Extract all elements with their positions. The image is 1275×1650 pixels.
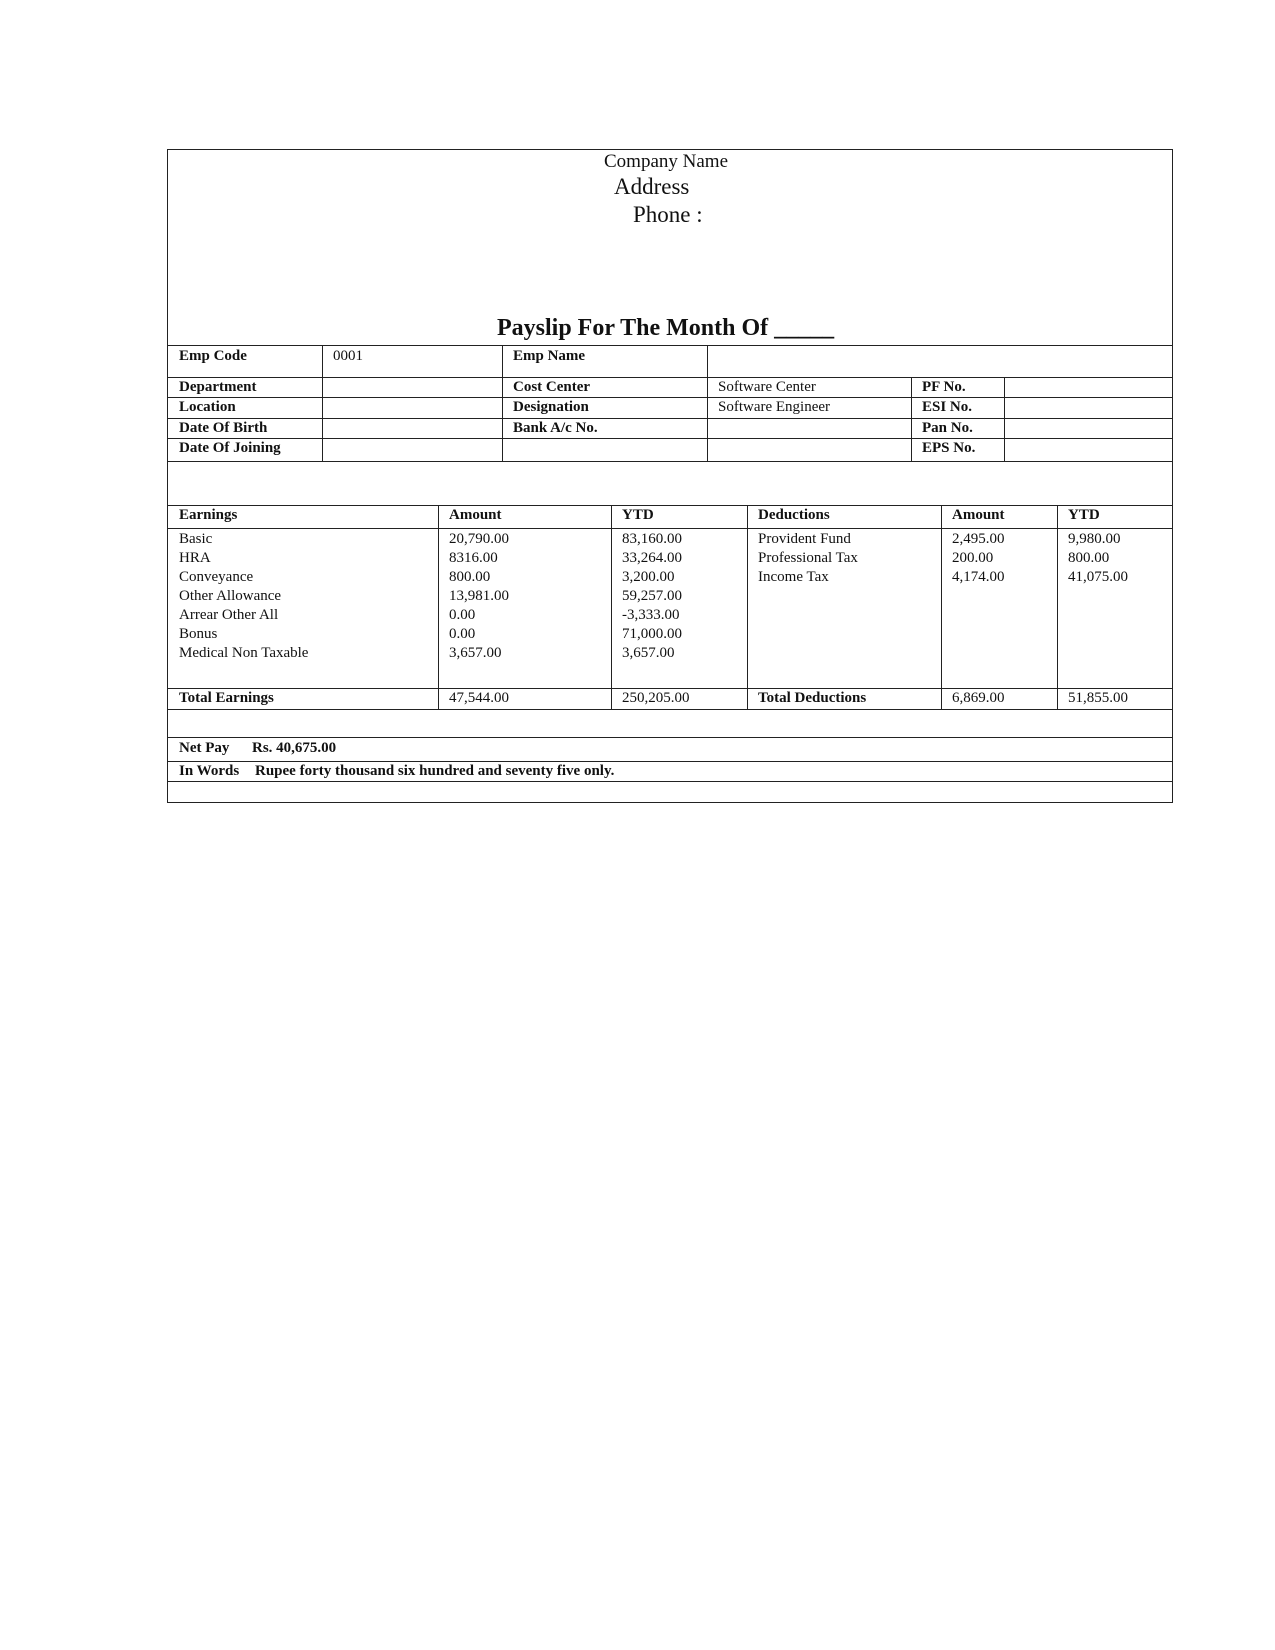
divider: [707, 345, 708, 461]
designation-value: Software Engineer: [718, 399, 831, 415]
earnings-ytd-header: YTD: [622, 507, 654, 523]
list-item: HRA: [179, 550, 211, 566]
total-earnings-amount: 47,544.00: [449, 690, 509, 706]
list-item: Professional Tax: [758, 550, 858, 566]
net-pay-label: Net Pay: [179, 740, 230, 756]
payslip-title: Payslip For The Month Of _____: [497, 315, 835, 341]
divider: [911, 377, 912, 461]
deductions-names-column: [758, 530, 858, 587]
list-item: Income Tax: [758, 569, 829, 585]
in-words-label: In Words: [179, 763, 240, 779]
list-item: 59,257.00: [622, 588, 682, 604]
divider: [168, 345, 1172, 346]
eps-number-label: EPS No.: [922, 440, 976, 456]
list-item: 0.00: [449, 626, 476, 642]
deductions-ytd-column: [1068, 530, 1128, 587]
list-item: 0.00: [449, 607, 476, 623]
list-item: 33,264.00: [622, 550, 682, 566]
divider: [1057, 505, 1058, 709]
divider: [168, 761, 1172, 762]
list-item: Arrear Other All: [179, 607, 279, 623]
esi-number-label: ESI No.: [922, 399, 973, 415]
location-label: Location: [179, 399, 236, 415]
list-item: -3,333.00: [622, 607, 680, 623]
list-item: 4,174.00: [952, 569, 1005, 585]
divider: [168, 377, 1172, 378]
company-phone: Phone :: [633, 202, 703, 227]
earnings-names-column: [179, 530, 308, 663]
company-address: Address: [614, 174, 690, 199]
list-item: Medical Non Taxable: [179, 645, 309, 661]
list-item: Basic: [179, 531, 213, 547]
list-item: 3,200.00: [622, 569, 675, 585]
earnings-amount-column: [449, 530, 509, 663]
pf-number-label: PF No.: [922, 379, 966, 395]
company-name: Company Name: [604, 151, 729, 172]
deductions-header: Deductions: [758, 507, 830, 523]
divider: [941, 505, 942, 709]
doj-label: Date Of Joining: [179, 440, 281, 456]
list-item: 13,981.00: [449, 588, 509, 604]
list-item: Bonus: [179, 626, 218, 642]
cost-center-label: Cost Center: [513, 379, 591, 395]
divider: [502, 345, 503, 461]
pan-number-label: Pan No.: [922, 420, 973, 436]
list-item: 8316.00: [449, 550, 498, 566]
list-item: Provident Fund: [758, 531, 851, 547]
total-earnings-label: Total Earnings: [179, 690, 274, 706]
earnings-header: Earnings: [179, 507, 238, 523]
divider: [168, 709, 1172, 710]
divider: [168, 397, 1172, 398]
earnings-ytd-column: [622, 530, 682, 663]
list-item: 3,657.00: [449, 645, 502, 661]
list-item: 800.00: [449, 569, 491, 585]
divider: [168, 438, 1172, 439]
earnings-amount-header: Amount: [449, 507, 502, 523]
emp-code-value: 0001: [333, 348, 363, 364]
list-item: 83,160.00: [622, 531, 682, 547]
list-item: Other Allowance: [179, 588, 282, 604]
list-item: 71,000.00: [622, 626, 682, 642]
payslip: [167, 149, 1173, 803]
total-deductions-label: Total Deductions: [758, 690, 867, 706]
bank-account-label: Bank A/c No.: [513, 420, 598, 436]
deductions-amount-column: [952, 530, 1005, 587]
divider: [168, 528, 1172, 529]
department-label: Department: [179, 379, 257, 395]
list-item: 20,790.00: [449, 531, 509, 547]
total-deductions-ytd: 51,855.00: [1068, 690, 1128, 706]
list-item: Conveyance: [179, 569, 254, 585]
total-deductions-amount: 6,869.00: [952, 690, 1005, 706]
divider: [168, 781, 1172, 782]
divider: [1004, 377, 1005, 461]
divider: [168, 688, 1172, 689]
total-earnings-ytd: 250,205.00: [622, 690, 690, 706]
divider: [322, 345, 323, 461]
list-item: 800.00: [1068, 550, 1110, 566]
list-item: 41,075.00: [1068, 569, 1128, 585]
divider: [747, 505, 748, 709]
emp-code-label: Emp Code: [179, 348, 247, 364]
designation-label: Designation: [513, 399, 589, 415]
dob-label: Date Of Birth: [179, 420, 268, 436]
cost-center-value: Software Center: [718, 379, 816, 395]
list-item: 2,495.00: [952, 531, 1005, 547]
list-item: 9,980.00: [1068, 531, 1121, 547]
divider: [168, 505, 1172, 506]
in-words-value: Rupee forty thousand six hundred and seventy five only.: [255, 763, 615, 779]
deductions-ytd-header: YTD: [1068, 507, 1100, 523]
divider: [611, 505, 612, 709]
deductions-amount-header: Amount: [952, 507, 1005, 523]
divider: [168, 418, 1172, 419]
list-item: 3,657.00: [622, 645, 675, 661]
emp-name-label: Emp Name: [513, 348, 586, 364]
divider: [438, 505, 439, 709]
divider: [168, 461, 1172, 462]
divider: [168, 737, 1172, 738]
net-pay-value: Rs. 40,675.00: [252, 740, 337, 756]
list-item: 200.00: [952, 550, 994, 566]
